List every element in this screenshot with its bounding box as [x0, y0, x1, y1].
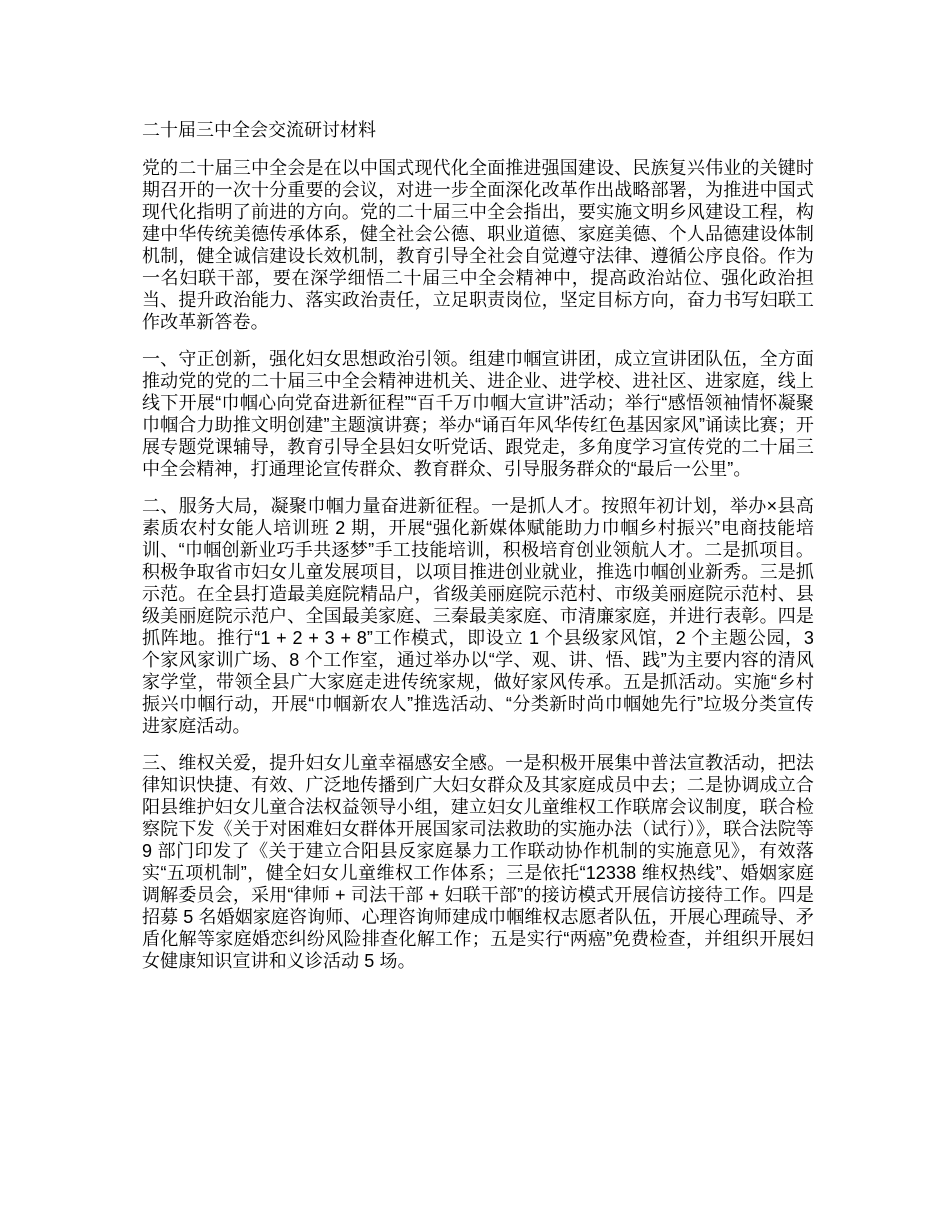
paragraph-section-3: 三、维权关爱，提升妇女儿童幸福感安全感。一是积极开展集中普法宣教活动，把法律知识快捷、有效、广泛地传播到广大妇女群众及其家庭成员中去；二是协调成立合阳县维护妇女儿童合法权益领导小组，建立妇女儿童维权工作联席会议制度，联合检察院下发《关于对困难妇女群体开展国家司法救助的实施办法（试行）》，联合法院等 9 部门印发了《关于建立合阳县反家庭暴力工作联动协作机制的实施意见》，有效落实“五项机制”，健全妇女儿童维权工作体系；三是依托“12338 维权热线”、婚姻家庭调解委员会，采用“律师 + 司法干部 + 妇联干部”的接访模式开展信访接待工作。四是招募 5 名婚姻家庭咨询师、心理咨询师建成巾帼维权志愿者队伍，开展心理疏导、矛盾化解等家庭婚恋纠纷风险排查化解工作；五是实行“两癌”免费检查，并组织开展妇女健康知识宣讲和义诊活动 5 场。: [142, 753, 814, 971]
paragraph-section-2: 二、服务大局，凝聚巾帼力量奋进新征程。一是抓人才。按照年初计划，举办×县高素质农村女能人培训班 2 期，开展“强化新媒体赋能助力巾帼乡村振兴”电商技能培训、“巾帼创新业巧手共逐梦”手工技能培训，积极培育创业领航人才。二是抓项目。积极争取省市妇女儿童发展项目，以项目推进创业就业，推选巾帼创业新秀。三是抓示范。在全县打造最美庭院精品户，省级美丽庭院示范村、市级美丽庭院示范村、县级美丽庭院示范户、全国最美家庭、三秦最美家庭、市清廉家庭，并进行表彰。四是抓阵地。推行“1 + 2 + 3 + 8”工作模式，即设立 1 个县级家风馆，2 个主题公园，3 个家风家训广场、8 个工作室，通过举办以“学、观、讲、悟、践”为主要内容的清风家学堂，带领全县广大家庭走进传统家规，做好家风传承。五是抓活动。实施“乡村振兴巾帼行动，开展“巾帼新农人”推选活动、“分类新时尚巾帼她先行”垃圾分类宣传进家庭活动。: [142, 496, 814, 736]
document-title: 二十届三中全会交流研讨材料: [142, 120, 376, 140]
paragraph-section-1: 一、守正创新，强化妇女思想政治引领。组建巾帼宣讲团，成立宣讲团队伍，全方面推动党的党的二十届三中全会精神进机关、进企业、进学校、进社区、进家庭，线上线下开展“巾帼心向党奋进新征程”“百千万巾帼大宣讲”活动；举行“感悟领袖情怀凝聚巾帼合力助推文明创建”主题演讲赛；举办“诵百年风华传红色基因家风”诵读比赛；开展专题党课辅导，教育引导全县妇女听党话、跟党走，多角度学习宣传党的二十届三中全会精神，打通理论宣传群众、教育群众、引导服务群众的“最后一公里”。: [142, 349, 814, 479]
paragraph-intro: 党的二十届三中全会是在以中国式现代化全面推进强国建设、民族复兴伟业的关键时期召开的一次十分重要的会议，对进一步全面深化改革作出战略部署，为推进中国式现代化指明了前进的方向。党的二十届三中全会指出，要实施文明乡风建设工程，构建中华传统美德传承体系，健全社会公德、职业道德、家庭美德、个人品德建设体制机制，健全诚信建设长效机制，教育引导全社会自觉遵守法律、遵循公序良俗。作为一名妇联干部，要在深学细悟二十届三中全会精神中，提高政治站位、强化政治担当、提升政治能力、落实政治责任，立足职责岗位，坚定目标方向，奋力书写妇联工作改革新答卷。: [142, 158, 814, 332]
document-content: [142, 119, 814, 972]
